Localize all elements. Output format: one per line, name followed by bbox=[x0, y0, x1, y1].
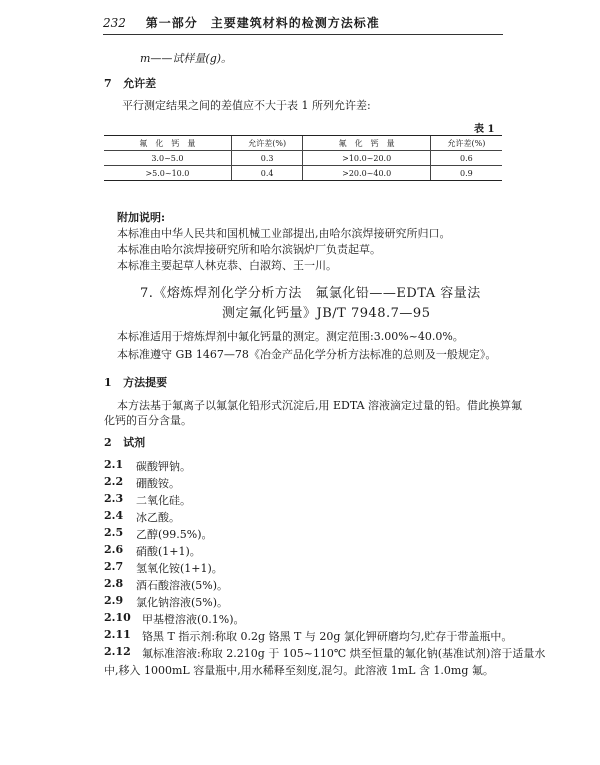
formula-line: m——试样量(g)。 bbox=[140, 52, 233, 65]
table-header-row bbox=[104, 136, 502, 151]
item-text: 硼酸铵。 bbox=[136, 477, 180, 490]
table-cell: 0.4 bbox=[231, 166, 303, 181]
appendix-line: 本标准由哈尔滨焊接研究所和哈尔滨锅炉厂负责起草。 bbox=[117, 243, 381, 256]
section-title: 允许差 bbox=[123, 77, 157, 90]
standard-title-line1: 7.《熔炼焊剂化学分析方法 氟氯化铅——EDTA 容量法 bbox=[140, 286, 481, 301]
item-number: 2.4 bbox=[104, 509, 124, 522]
section-number: 7 bbox=[104, 77, 112, 90]
table-cell: >20.0~40.0 bbox=[303, 166, 430, 181]
item-number: 2.10 bbox=[104, 611, 131, 624]
page-number: 232 bbox=[103, 16, 126, 30]
item-number: 2.12 bbox=[104, 645, 131, 658]
table-label: 表 1 bbox=[474, 124, 495, 135]
header-rule bbox=[103, 34, 503, 35]
item-text: 氯化钠溶液(5%)。 bbox=[136, 596, 229, 609]
appendix-line: 本标准由中华人民共和国机械工业部提出,由哈尔滨焊接研究所归口。 bbox=[117, 227, 451, 240]
table-cell: >10.0~20.0 bbox=[303, 151, 430, 166]
item-text: 二氧化硅。 bbox=[136, 494, 191, 507]
table-row bbox=[104, 151, 502, 166]
item-text-continuation: 中,移入 1000mL 容量瓶中,用水稀释至刻度,混匀。此溶液 1mL 含 1.0mg 氟。 bbox=[104, 664, 494, 677]
table-header-cell: 氟 化 钙 量 bbox=[104, 136, 231, 151]
intro-line: 本标准遵守 GB 1467—78《冶金产品化学分析方法标准的总则及一般规定》。 bbox=[117, 348, 497, 361]
item-text: 甲基橙溶液(0.1%)。 bbox=[142, 613, 245, 626]
table-header-cell: 氟 化 钙 量 bbox=[303, 136, 430, 151]
table-cell: 0.3 bbox=[231, 151, 303, 166]
section-title: 方法提要 bbox=[123, 376, 168, 389]
table-cell: 3.0~5.0 bbox=[104, 151, 231, 166]
item-text: 酒石酸溶液(5%)。 bbox=[136, 579, 229, 592]
section-title: 试剂 bbox=[123, 436, 146, 449]
running-header bbox=[103, 14, 380, 31]
section-1-line: 化钙的百分含量。 bbox=[104, 414, 192, 427]
section-number: 1 bbox=[104, 376, 112, 389]
table-header-cell: 允许差(%) bbox=[231, 136, 303, 151]
item-number: 2.2 bbox=[104, 475, 124, 488]
item-text: 乙醇(99.5%)。 bbox=[136, 528, 213, 541]
appendix-title: 附加说明: bbox=[117, 211, 166, 224]
table-row bbox=[104, 166, 502, 181]
table-cell: >5.0~10.0 bbox=[104, 166, 231, 181]
standard-title-line2: 测定氟化钙量》JB/T 7948.7—95 bbox=[222, 306, 431, 321]
item-text: 硝酸(1+1)。 bbox=[136, 545, 201, 558]
tolerance-table bbox=[104, 135, 502, 181]
item-text: 冰乙酸。 bbox=[136, 511, 180, 524]
item-text: 铬黑 T 指示剂:称取 0.2g 铬黑 T 与 20g 氯化钾研磨均匀,贮存于带盖瓶中。 bbox=[142, 630, 513, 643]
section-7-heading bbox=[104, 75, 156, 91]
item-text: 氟标准溶液:称取 2.210g 于 105~110℃ 烘至恒量的氟化钠(基准试剂)溶于适量水 bbox=[142, 647, 546, 660]
section-2-heading bbox=[104, 434, 145, 450]
item-number: 2.8 bbox=[104, 577, 124, 590]
table-header-cell: 允许差(%) bbox=[430, 136, 502, 151]
header-title: 第一部分 主要建筑材料的检测方法标准 bbox=[145, 16, 380, 30]
item-number: 2.5 bbox=[104, 526, 124, 539]
section-7-text: 平行测定结果之间的差值应不大于表 1 所列允许差: bbox=[122, 99, 371, 112]
section-1-line: 本方法基于氟离子以氟氯化铅形式沉淀后,用 EDTA 溶液滴定过量的铅。借此换算氟 bbox=[117, 399, 523, 412]
appendix-line: 本标准主要起草人林克恭、白淑筠、王一川。 bbox=[117, 259, 337, 272]
item-number: 2.11 bbox=[104, 628, 131, 641]
table-cell: 0.6 bbox=[430, 151, 502, 166]
intro-line: 本标准适用于熔炼焊剂中氟化钙量的测定。测定范围:3.00%~40.0%。 bbox=[117, 330, 464, 343]
item-text: 碳酸钾钠。 bbox=[136, 460, 191, 473]
item-number: 2.6 bbox=[104, 543, 124, 556]
item-number: 2.3 bbox=[104, 492, 124, 505]
table-cell: 0.9 bbox=[430, 166, 502, 181]
section-number: 2 bbox=[104, 436, 112, 449]
item-text: 氢氧化铵(1+1)。 bbox=[136, 562, 223, 575]
item-number: 2.9 bbox=[104, 594, 124, 607]
item-number: 2.7 bbox=[104, 560, 124, 573]
section-1-heading bbox=[104, 374, 167, 390]
item-number: 2.1 bbox=[104, 458, 124, 471]
